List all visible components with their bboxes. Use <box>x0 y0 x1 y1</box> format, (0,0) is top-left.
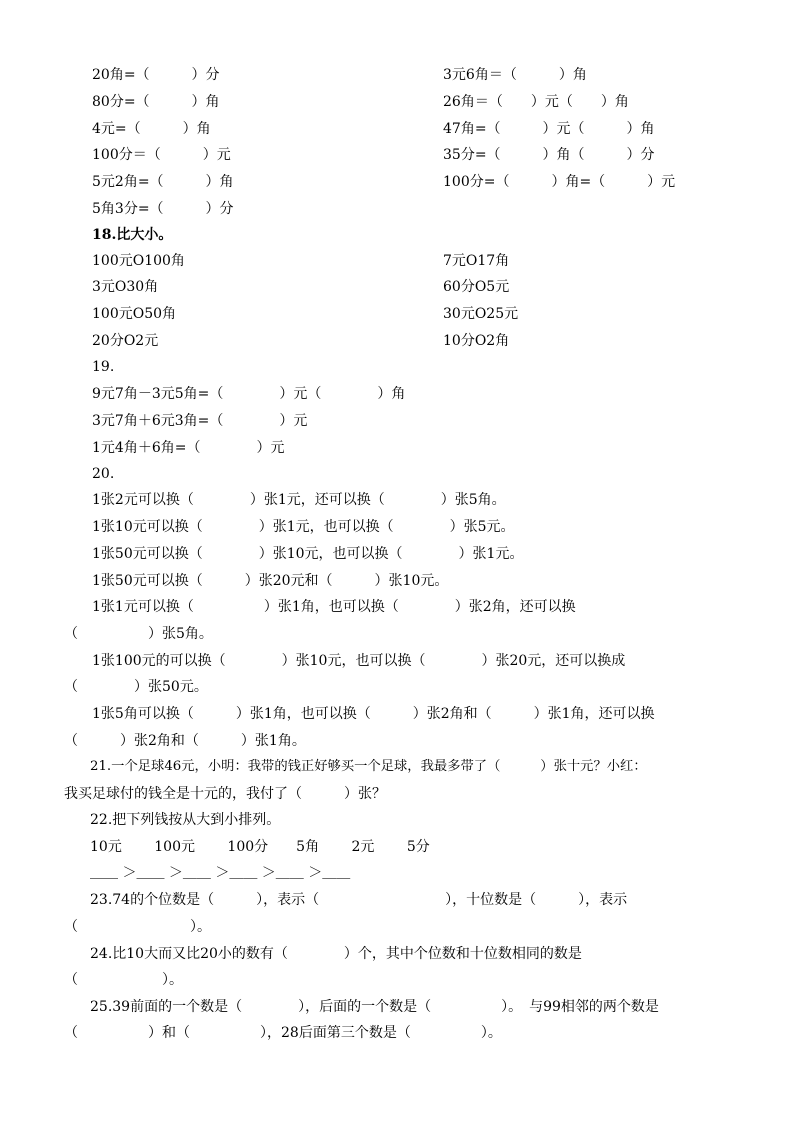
q18-title: 18.比大小。 <box>92 227 173 243</box>
conversion-right-5: 100分=（ ）角=（ ）元 <box>443 174 676 190</box>
q23-line-2: （ ）。 <box>64 919 211 935</box>
q20-line-5: 1张1元可以换（ ）张1角，也可以换（ ）张2角，还可以换 <box>92 599 576 615</box>
q25-line-1: 25.39前面的一个数是（ ），后面的一个数是（ ）。 与99相邻的两个数是 <box>90 999 659 1015</box>
conversion-right-3: 47角=（ ）元（ ）角 <box>443 121 655 137</box>
q20-number: 20. <box>92 466 115 482</box>
q18-right-1: 7元O17角 <box>443 253 510 269</box>
q19-line-2: 3元7角＋6元3角=（ ）元 <box>92 413 308 429</box>
conversion-left-1: 20角=（ ）分 <box>92 67 220 83</box>
q19-line-1: 9元7角－3元5角=（ ）元（ ）角 <box>92 386 406 402</box>
q22-blanks: ＿＿ ＞＿＿ ＞＿＿ ＞＿＿ ＞＿＿ ＞＿＿ <box>90 865 351 881</box>
q25-line-2: （ ）和（ ），28后面第三个数是（ ）。 <box>64 1025 502 1041</box>
q20-line-7: 1张100元的可以换（ ）张10元，也可以换（ ）张20元，还可以换成 <box>92 653 626 669</box>
conversion-left-2: 80分=（ ）角 <box>92 94 220 110</box>
conversion-left-5: 5元2角=（ ）角 <box>92 174 234 190</box>
q20-line-2: 1张10元可以换（ ）张1元，也可以换（ ）张5元。 <box>92 519 515 535</box>
q18-right-3: 30元O25元 <box>443 306 519 322</box>
q20-line-1: 1张2元可以换（ ）张1元，还可以换（ ）张5角。 <box>92 492 506 508</box>
q23-line-1: 23.74的个位数是（ ），表示（ ），十位数是（ ），表示 <box>90 892 628 908</box>
conversion-right-4: 35分=（ ）角（ ）分 <box>443 147 655 163</box>
conversion-right-2: 26角＝（ ）元（ ）角 <box>443 94 629 110</box>
q20-line-9: 1张5角可以换（ ）张1角，也可以换（ ）张2角和（ ）张1角，还可以换 <box>92 706 655 722</box>
q20-line-3: 1张50元可以换（ ）张10元，也可以换（ ）张1元。 <box>92 546 524 562</box>
q21-line-1: 21.一个足球46元，小明：我带的钱正好够买一个足球，我最多带了（ ）张十元？小红： <box>90 759 647 774</box>
q19-number: 19. <box>92 359 115 375</box>
q20-line-4: 1张50元可以换（ ）张20元和（ ）张10元。 <box>92 573 449 589</box>
conversion-right-1: 3元6角＝（ ）角 <box>443 67 587 83</box>
q22-items: 10元 100元 100分 5角 2元 5分 <box>90 839 430 855</box>
conversion-left-4: 100分＝（ ）元 <box>92 147 231 163</box>
conversion-left-6: 5角3分=（ ）分 <box>92 201 234 217</box>
conversion-left-3: 4元=（ ）角 <box>92 121 211 137</box>
q18-left-4: 20分O2元 <box>92 333 159 349</box>
q18-left-1: 100元O100角 <box>92 253 185 269</box>
q20-line-8: （ ）张50元。 <box>64 679 208 695</box>
q18-left-3: 100元O50角 <box>92 306 177 322</box>
q24-line-1: 24.比10大而又比20小的数有（ ）个，其中个位数和十位数相同的数是 <box>90 946 582 962</box>
q22-title: 22.把下列钱按从大到小排列。 <box>90 812 281 828</box>
q19-line-3: 1元4角＋6角=（ ）元 <box>92 440 285 456</box>
q18-right-2: 60分O5元 <box>443 279 510 295</box>
q21-line-2: 我买足球付的钱全是十元的，我付了（ ）张？ <box>64 786 386 802</box>
q18-right-4: 10分O2角 <box>443 333 510 349</box>
q18-left-2: 3元O30角 <box>92 279 159 295</box>
q24-line-2: （ ）。 <box>64 972 183 988</box>
q20-line-6: （ ）张5角。 <box>64 626 213 642</box>
q20-line-10: （ ）张2角和（ ）张1角。 <box>64 733 306 749</box>
